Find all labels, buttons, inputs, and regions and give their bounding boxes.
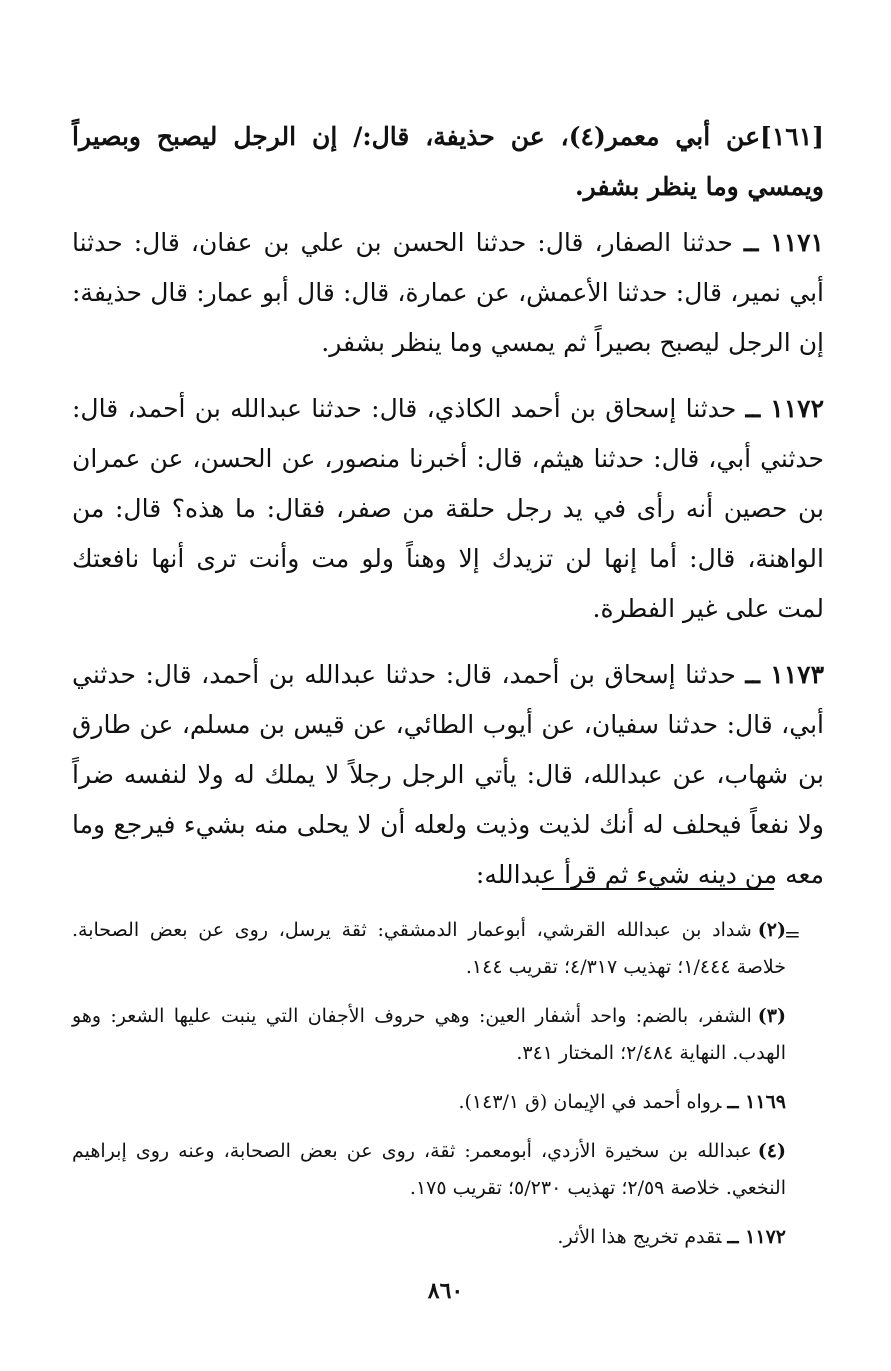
footnote-1172 bbox=[72, 1219, 786, 1256]
footnote-text: الشفر، بالضم: واحد أشفار العين: وهي حروف الأجفان التي ينبت عليها الشعر: وهو الهدب. النهاية ٢/٤٨٤؛ المختار ٣٤١. bbox=[72, 1005, 786, 1064]
hadith-number: ١١٧٢ ــ bbox=[745, 394, 824, 423]
paragraph-continued bbox=[72, 112, 824, 212]
footnote-text: تقدم تخريج هذا الأثر. bbox=[557, 1226, 722, 1248]
paragraph-1171 bbox=[72, 218, 824, 368]
footnote-separator bbox=[542, 888, 774, 890]
footnote-label: (٢) bbox=[757, 919, 786, 941]
paragraph-text: عن أبي معمر(٤)، عن حذيفة، قال:/ إن الرجل ليصبح وبصيراً ويمسي وما ينظر بشفر. bbox=[72, 122, 824, 201]
footnote-4 bbox=[72, 1133, 786, 1207]
margin-reference: [١٦١] bbox=[760, 122, 824, 151]
footnote-label: ١١٦٩ ــ bbox=[727, 1091, 786, 1113]
footnote-label: ١١٧٢ ــ bbox=[727, 1226, 786, 1248]
hadith-number: ١١٧١ ــ bbox=[743, 228, 824, 257]
footnote-2 bbox=[72, 912, 786, 986]
paragraph-1172 bbox=[72, 384, 824, 634]
footnote-1169 bbox=[72, 1084, 786, 1121]
footnote-text: شداد بن عبدالله القرشي، أبوعمار الدمشقي: ثقة يرسل، روى عن بعض الصحابة. خلاصة ١/٤٤٤؛ تهذيب ٤/٣١٧؛ تقريب ١٤٤. bbox=[72, 919, 786, 978]
main-text-body bbox=[72, 112, 824, 916]
footnote-label: (٣) bbox=[757, 1005, 786, 1027]
paragraph-1173 bbox=[72, 650, 824, 900]
footnote-text: عبدالله بن سخيرة الأزدي، أبومعمر: ثقة، روى عن بعض الصحابة، وعنه روى إبراهيم النخعي. خلاصة ٢/٥٩؛ تهذيب ٥/٢٣٠؛ تقريب ١٧٥. bbox=[72, 1140, 786, 1199]
footnote-label: (٤) bbox=[757, 1140, 786, 1162]
footnote-text: رواه أحمد في الإيمان (ق ١٤٣/١). bbox=[458, 1091, 722, 1113]
footnote-3 bbox=[72, 998, 786, 1072]
paragraph-text: حدثنا إسحاق بن أحمد، قال: حدثنا عبدالله بن أحمد، قال: حدثني أبي، قال: حدثنا سفيان، عن أيوب الطائي، عن قيس بن مسلم، عن طارق بن شهاب، عن عبدالله، قال: يأتي الرجل رجلاً لا يملك له ولا لنفسه ضراً ولا نفعاً فيحلف له أنك لذيت وذيت ولعله أن لا يحلى منه بشيء فيرجع وما معه من دينه شيء ثم قرأ عبدالله: bbox=[72, 660, 824, 889]
page-number: ٨٦٠ bbox=[427, 1278, 464, 1304]
paragraph-text: حدثنا الصفار، قال: حدثنا الحسن بن علي بن عفان، قال: حدثنا أبي نمير، قال: حدثنا الأعمش، عن عمارة، قال: قال أبو عمار: قال حذيفة: إن الرجل ليصبح بصيراً ثم يمسي وما ينظر بشفر. bbox=[72, 228, 824, 357]
paragraph-text: حدثنا إسحاق بن أحمد الكاذي، قال: حدثنا عبدالله بن أحمد، قال: حدثني أبي، قال: حدثنا هيثم، قال: أخبرنا منصور، عن الحسن، عن عمران بن حصين أنه رأى في يد رجل حلقة من صفر، فقال: ما هذه؟ قال: من الواهنة، قال: أما إنها لن تزيدك إلا وهناً ولو مت وأنت ترى أنها نافعتك لمت على غير الفطرة. bbox=[72, 394, 824, 623]
hadith-number: ١١٧٣ ــ bbox=[745, 660, 824, 689]
footnotes-section bbox=[72, 912, 786, 1268]
footnote-continuation-mark: = bbox=[784, 922, 801, 946]
